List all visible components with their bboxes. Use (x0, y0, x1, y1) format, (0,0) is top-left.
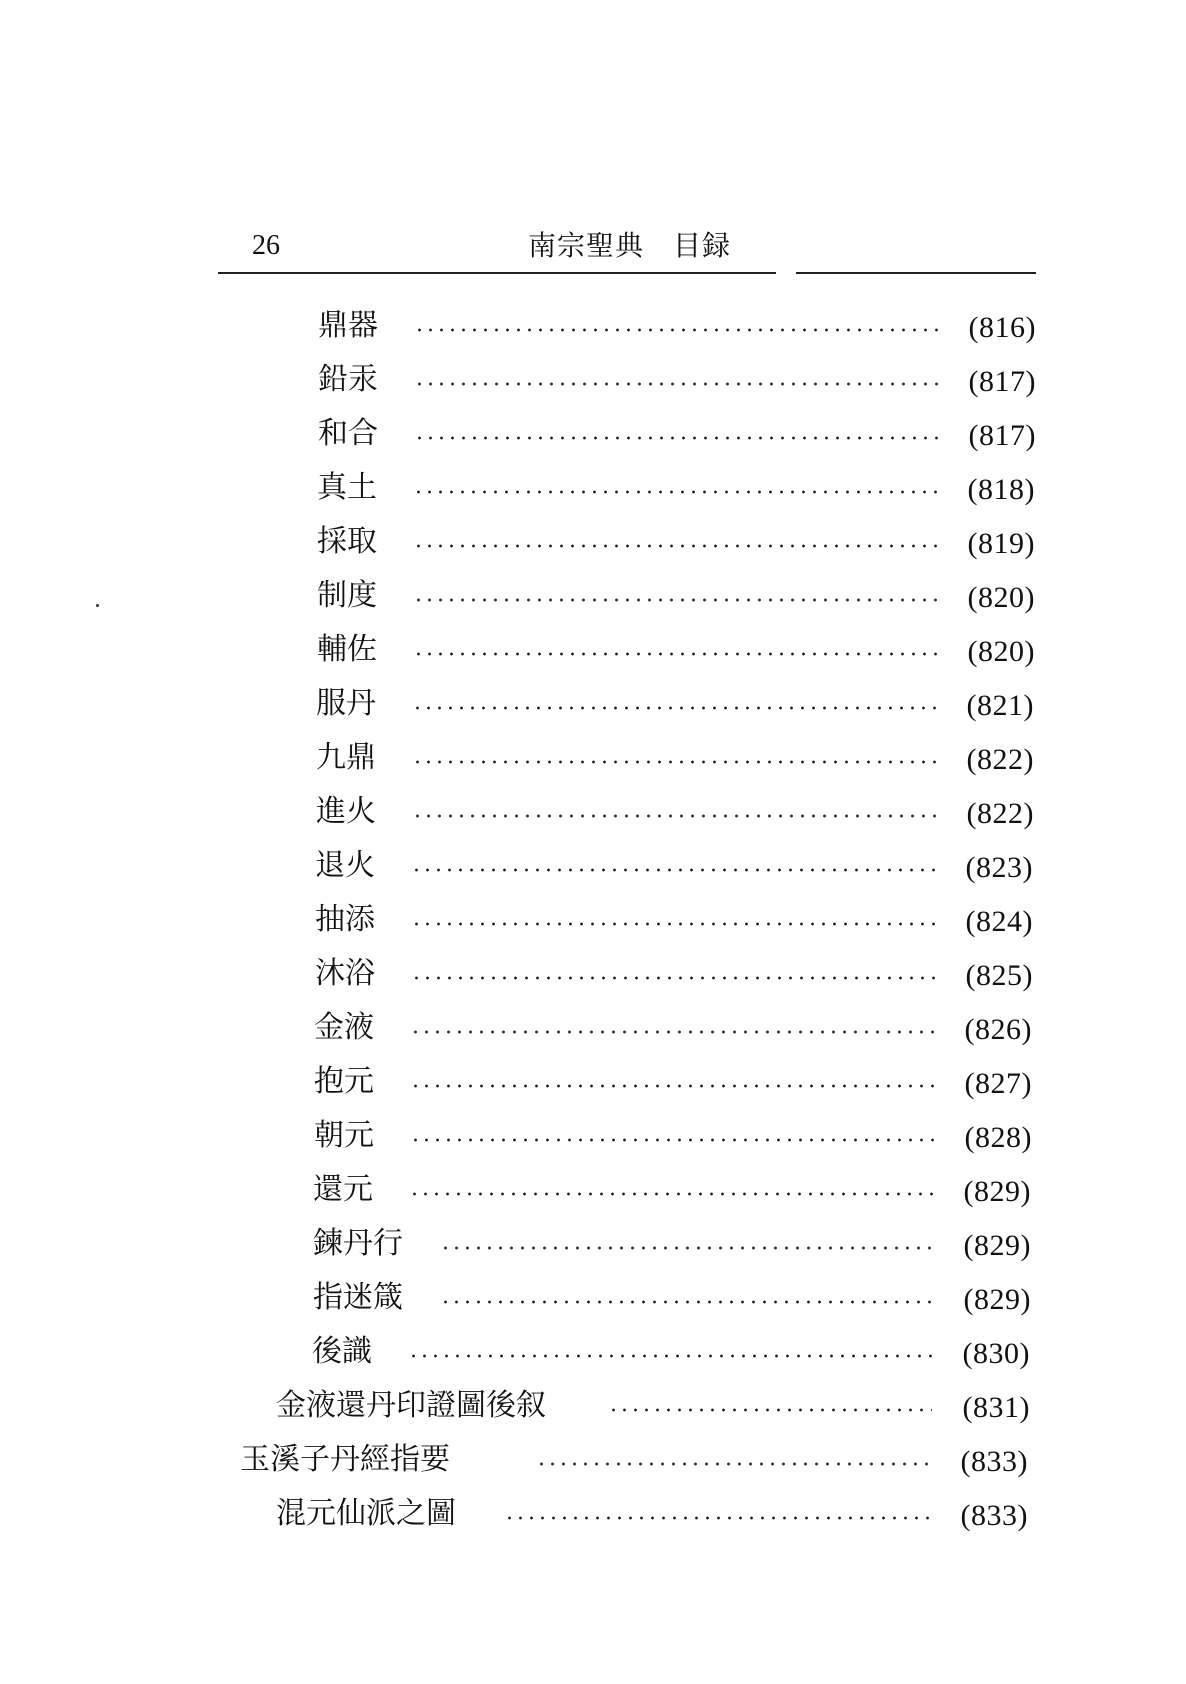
toc-entry-page: (825) (965, 959, 1033, 992)
toc-entry-page: (826) (964, 1013, 1032, 1046)
toc-entry-title: 和合 (318, 416, 378, 451)
leader-dots (411, 976, 935, 980)
toc-entry-title: 輔佐 (317, 632, 377, 667)
toc-entry-page: (823) (965, 851, 1033, 884)
toc-entry-title: 抽添 (315, 902, 375, 937)
toc-entry-title: 進火 (316, 794, 376, 829)
leader-dots (504, 1516, 930, 1520)
toc-entry-title: 制度 (317, 578, 377, 613)
toc-entry-page: (816) (968, 311, 1036, 344)
leader-dots (414, 382, 938, 386)
leader-dots (414, 328, 938, 332)
leader-dots (608, 1408, 932, 1412)
header-rule (796, 272, 1036, 274)
leader-dots (408, 1354, 932, 1358)
toc-entry-page: (821) (966, 689, 1034, 722)
toc-entry-page: (824) (965, 905, 1033, 938)
toc-entry-title: 真土 (317, 470, 377, 505)
leader-dots (411, 868, 935, 872)
toc-entry-title: 朝元 (314, 1118, 374, 1153)
leader-dots (412, 706, 936, 710)
toc-entry-page: (820) (967, 635, 1035, 668)
toc-entry-page: (822) (966, 797, 1034, 830)
toc-entry-title: 退火 (315, 848, 375, 883)
leader-dots (413, 490, 937, 494)
leader-dots (412, 814, 936, 818)
page-number: 26 (252, 230, 280, 261)
toc-entry-page: (829) (963, 1283, 1031, 1316)
toc-entry-title: 沐浴 (315, 956, 375, 991)
leader-dots (409, 1192, 933, 1196)
toc-entry-title: 服丹 (316, 686, 376, 721)
toc-entry-page: (819) (967, 527, 1035, 560)
toc-entry-title: 還元 (313, 1172, 373, 1207)
toc-entry-page: (817) (968, 419, 1036, 452)
leader-dots (412, 760, 936, 764)
scan-speck (96, 604, 99, 607)
toc-entry-page: (820) (967, 581, 1035, 614)
leader-dots (536, 1462, 930, 1466)
leader-dots (413, 652, 937, 656)
leader-dots (414, 436, 938, 440)
toc-entry-title: 鉛汞 (318, 362, 378, 397)
toc-entry-title: 抱元 (314, 1064, 374, 1099)
running-title: 南宗聖典 目録 (528, 229, 732, 262)
toc-entry-page: (833) (960, 1499, 1028, 1532)
toc-entry-page: (828) (964, 1121, 1032, 1154)
toc-entry-title: 採取 (317, 524, 377, 559)
leader-dots (413, 598, 937, 602)
leader-dots (410, 1138, 934, 1142)
leader-dots (411, 922, 935, 926)
toc-entry-page: (827) (964, 1067, 1032, 1100)
toc-entry-title: 金液還丹印證圖後叙 (276, 1388, 546, 1423)
toc-entry-title: 鍊丹行 (313, 1226, 403, 1261)
toc-entry-page: (829) (963, 1175, 1031, 1208)
leader-dots (410, 1084, 934, 1088)
toc-entry-title: 指迷箴 (313, 1280, 403, 1315)
leader-dots (410, 1030, 934, 1034)
toc-entry-title: 玉溪子丹經指要 (240, 1442, 450, 1477)
toc-entry-page: (818) (967, 473, 1035, 506)
toc-entry-title: 九鼎 (316, 740, 376, 775)
toc-entry-page: (831) (962, 1391, 1030, 1424)
toc-entry-page: (817) (968, 365, 1036, 398)
toc-entry-page: (829) (963, 1229, 1031, 1262)
toc-entry-title: 金液 (314, 1010, 374, 1045)
toc-entry-title: 混元仙派之圖 (276, 1496, 456, 1531)
leader-dots (413, 544, 937, 548)
toc-entry-page: (833) (960, 1445, 1028, 1478)
header-rule (218, 272, 776, 274)
leader-dots (440, 1246, 932, 1250)
toc-entry-page: (822) (966, 743, 1034, 776)
leader-dots (440, 1300, 932, 1304)
toc-entry-title: 後識 (312, 1334, 372, 1369)
toc-entry-title: 鼎器 (318, 308, 378, 343)
toc-entry-page: (830) (962, 1337, 1030, 1370)
